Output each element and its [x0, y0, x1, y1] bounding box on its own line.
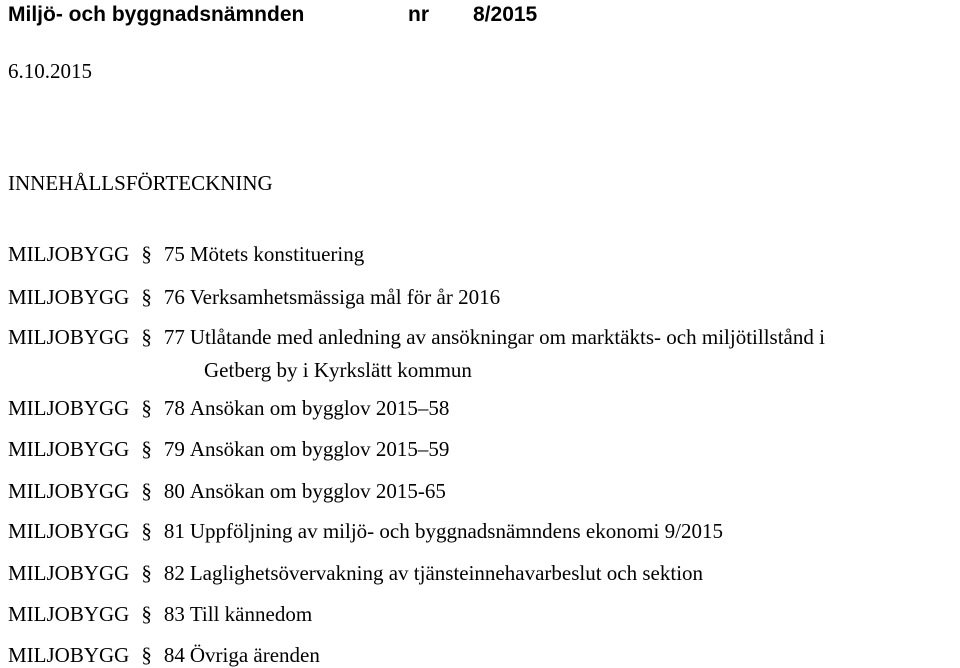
toc-entry	[8, 395, 449, 421]
section-sign: §	[141, 396, 152, 420]
entry-title: Övriga ärenden	[189, 643, 320, 667]
entry-code: MILJOBYGG	[8, 643, 130, 667]
toc-entry	[8, 642, 320, 668]
entry-title: Uppföljning av miljö- och byggnadsnämndens ekonomi 9/2015	[189, 519, 723, 543]
committee-name: Miljö- och byggnadsnämnden	[8, 3, 305, 26]
section-sign: §	[141, 437, 152, 461]
entry-number: 75	[163, 242, 185, 266]
toc-entry	[8, 518, 723, 544]
entry-number: 82	[163, 561, 185, 585]
toc-entry	[8, 601, 312, 627]
entry-code: MILJOBYGG	[8, 602, 130, 626]
section-sign: §	[141, 242, 152, 266]
section-sign: §	[141, 285, 152, 309]
entry-number: 84	[163, 643, 185, 667]
entry-number: 81	[163, 519, 185, 543]
toc-heading: INNEHÅLLSFÖRTECKNING	[8, 171, 273, 195]
entry-title: Laglighetsövervakning av tjänsteinnehavarbeslut och sektion	[189, 561, 704, 585]
entry-number: 78	[163, 396, 185, 420]
entry-number: 77	[163, 325, 185, 349]
entry-title: Ansökan om bygglov 2015-65	[189, 479, 446, 503]
section-sign: §	[141, 602, 152, 626]
entry-title: Ansökan om bygglov 2015–58	[189, 396, 450, 420]
section-sign: §	[141, 643, 152, 667]
section-sign: §	[141, 561, 152, 585]
entry-title: Verksamhetsmässiga mål för år 2016	[189, 285, 501, 309]
entry-code: MILJOBYGG	[8, 479, 130, 503]
entry-number: 79	[163, 437, 185, 461]
section-sign: §	[141, 519, 152, 543]
entry-code: MILJOBYGG	[8, 561, 130, 585]
entry-code: MILJOBYGG	[8, 242, 130, 266]
entry-title: Utlåtande med anledning av ansökningar om marktäkts- och miljötillstånd i	[189, 325, 825, 349]
toc-entry	[8, 241, 364, 267]
entry-title: Till kännedom	[189, 602, 313, 626]
section-sign: §	[141, 325, 152, 349]
entry-code: MILJOBYGG	[8, 437, 130, 461]
entry-title: Mötets konstituering	[189, 242, 365, 266]
meeting-number: 8/2015	[473, 3, 538, 26]
entry-code: MILJOBYGG	[8, 285, 130, 309]
toc-entry	[8, 560, 703, 586]
document-header	[8, 2, 538, 28]
entry-title: Ansökan om bygglov 2015–59	[189, 437, 450, 461]
entry-title-continuation: Getberg by i Kyrkslätt kommun	[204, 358, 472, 382]
toc-entry	[8, 478, 446, 504]
entry-number: 80	[163, 479, 185, 503]
entry-code: MILJOBYGG	[8, 519, 130, 543]
entry-number: 83	[163, 602, 185, 626]
entry-code: MILJOBYGG	[8, 396, 130, 420]
toc-entry	[8, 284, 500, 310]
toc-entry	[8, 436, 449, 462]
meeting-number-label: nr	[408, 3, 429, 26]
toc-entry	[8, 324, 825, 383]
entry-code: MILJOBYGG	[8, 325, 130, 349]
section-sign: §	[141, 479, 152, 503]
meeting-date: 6.10.2015	[8, 59, 92, 83]
entry-number: 76	[163, 285, 185, 309]
